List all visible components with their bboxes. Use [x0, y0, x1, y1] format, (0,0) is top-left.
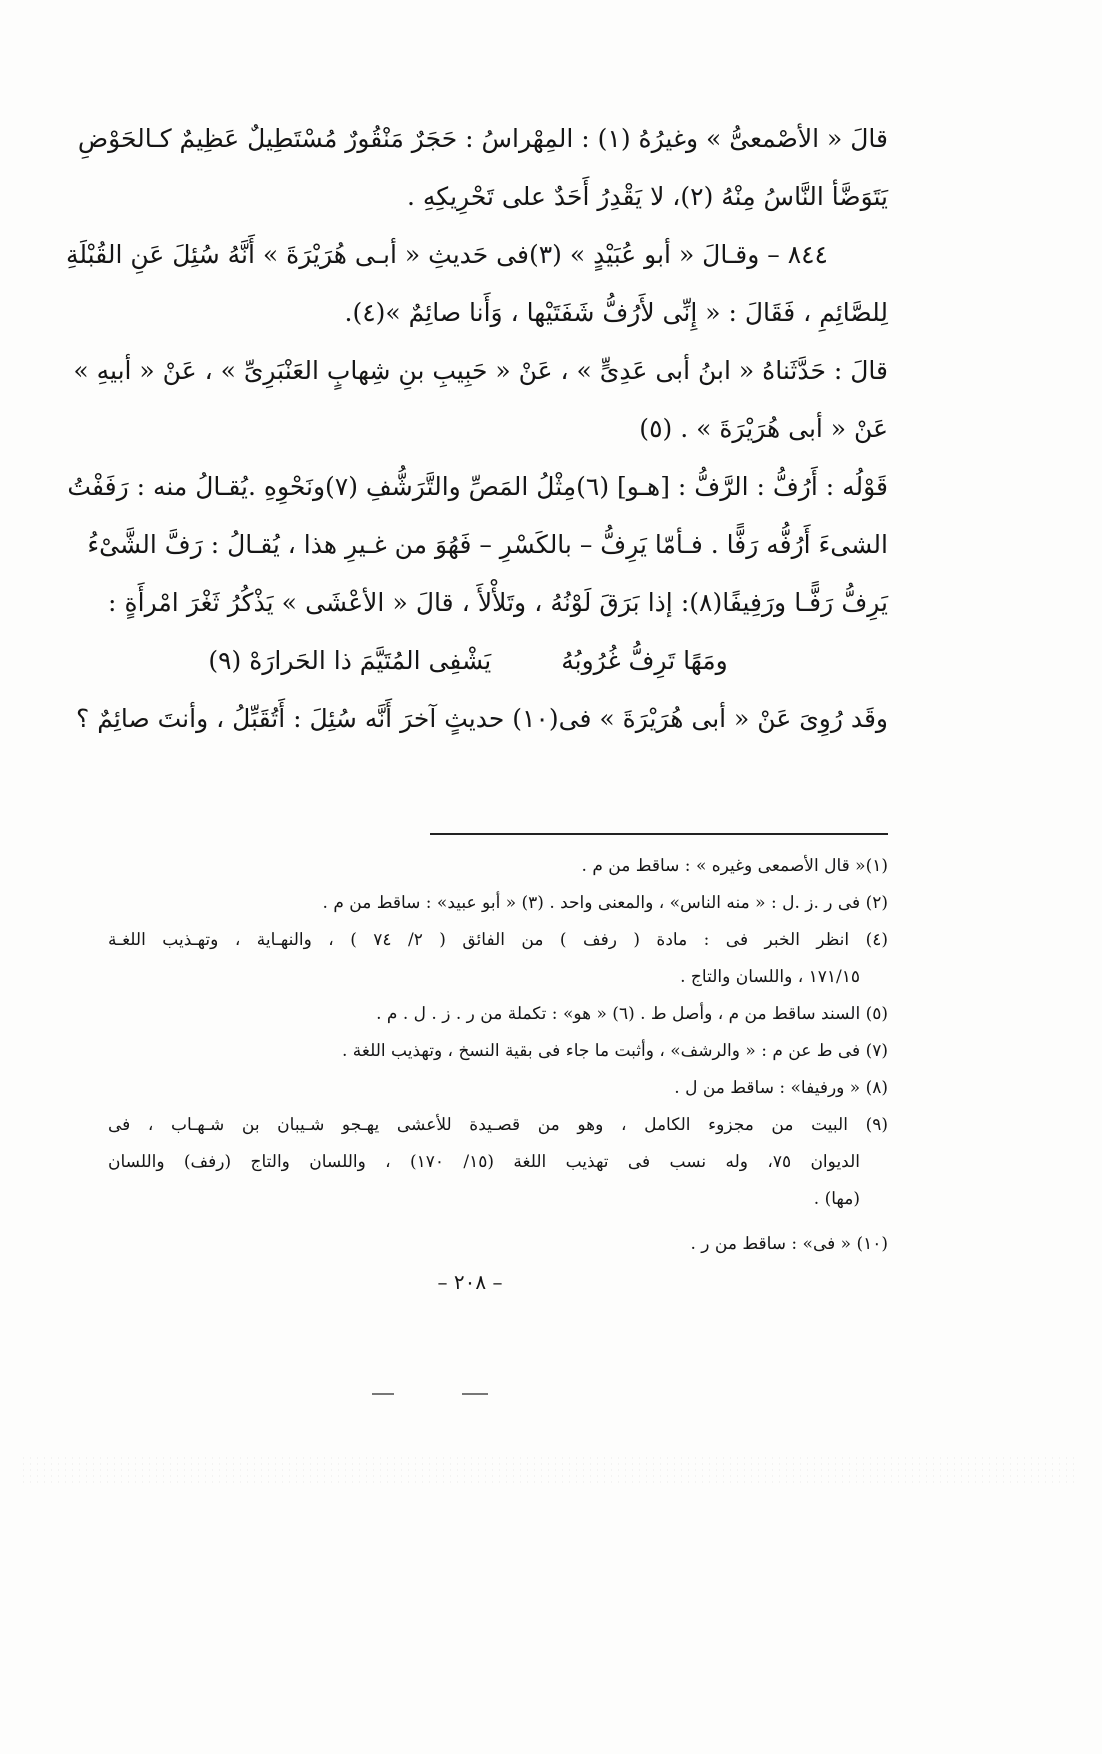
footnote-10: (١٠) « فى» : ساقط من ر . — [690, 1234, 888, 1254]
text-line: عَنْ « أبى هُرَيْرَةَ » . (٥) — [639, 414, 888, 443]
main-text-body — [65, 110, 888, 748]
footnote-4: (٤) انظر الخبر فى : مادة ( رفف ) من الفائق ( ٢/ ٧٤ ) ، والنهـاية ، وتهـذيب اللغـة — [108, 930, 888, 950]
footnotes — [108, 848, 888, 1263]
footnote-separator — [430, 833, 888, 835]
footnote-5-6: (٥) السند ساقط من م ، وأصل ط . (٦) « هو» : تكملة من ر . ز . ل . م . — [376, 1004, 888, 1024]
footnote-1: (١)« قال الأصمعى وغيره » : ساقط من م . — [581, 856, 888, 876]
scan-mark — [372, 1393, 394, 1395]
footnote-7: (٧) فى ط عن م : « والرشف» ، وأثبت ما جاء فى بقية النسخ ، وتهذيب اللغة . — [341, 1041, 888, 1061]
footnote-2-3: (٢) فى ر .ز .ل : « منه الناس» ، والمعنى واحد . (٣) « أبو عبيد» : ساقط من م . — [322, 893, 888, 913]
scan-noise-band — [20, 1455, 1080, 1485]
scan-mark — [462, 1393, 488, 1395]
text-line: وقَد رُوِىَ عَنْ « أبى هُرَيْرَةَ » فى(١٠) حديثٍ آخرَ أَنَّه سُئِلَ : أَتُقَبِّلُ ، وأنتَ صائِمٌ ؟ — [76, 704, 888, 733]
verse-hemistich-second: يَشْفِى المُتَيَّمَ ذا الحَرارَهْ (٩) — [208, 646, 492, 675]
text-line: يَتَوَضَّأ النَّاسُ مِنْهُ (٢)، لا يَقْدِرُ أَحَدٌ على تَحْرِيكِهِ . — [407, 182, 888, 211]
footnote-9: (٩) البيت من مجزوء الكامل ، وهو من قصـيدة للأعشى يهـجو شـيبان بن شـهـاب ، فى — [108, 1115, 888, 1135]
footnote-9-continued: الديوان ٧٥، وله نسب فى تهذيب اللغة (١٥/ ١٧٠) ، واللسان والتاج (رفف) واللسان — [108, 1152, 860, 1172]
page-number: – ٢٠٨ – — [437, 1270, 503, 1294]
text-line: قَوْلُه : أَرُفُّ : الرَّفُّ : [هـو] (٦)مِثْلُ المَصِّ والتَّرَشُّفِ (٧)ونَحْوِهِ .يُقـالُ منه : رَفَفْتُ — [67, 472, 888, 501]
text-line: لِلصَّائِمِ ، فَقَالَ : « إِنِّى لأَرُفُّ شَفَتَيْها ، وَأَنا صائِمٌ »(٤). — [344, 298, 888, 327]
text-line: قالَ « الأصْمعىُّ » وغيرُهُ (١) : المِهْراسُ : حَجَرٌ مَنْقُورٌ مُسْتَطِيلٌ عَظِيمٌ كـالحَوْضِ — [77, 124, 888, 153]
footnote-4-continued: ١٧١/١٥ ، واللسان والتاج . — [680, 967, 860, 987]
text-line: يَرِفُّ رَفًّـا ورَفِيفًا(٨): إذا بَرَقَ لَوْنُهُ ، وتَلأْلأَ ، قالَ « الأعْشَى » يَذْكُرُ ثَغْرَ امْرأَةٍ : — [108, 588, 888, 617]
entry-844-line: ٨٤٤ – وقـالَ « أبو عُبَيْدٍ » (٣)فى حَديثِ « أبـى هُرَيْرَةَ » أَنَّهُ سُئِلَ عَنِ القُبْلَةِ — [65, 240, 828, 269]
footnote-9-continued-end: (مها) . — [813, 1189, 860, 1209]
footnote-8: (٨) « ورفيفا» : ساقط من ل . — [674, 1078, 888, 1098]
poetry-verse — [108, 632, 888, 690]
text-line: قالَ : حَدَّثَناهُ « ابنُ أبى عَدِىٍّ » ، عَنْ « حَبِيبِ بنِ شِهابٍ العَنْبَرِىِّ » ، عَنْ « أبيهِ » — [73, 356, 888, 385]
verse-hemistich-first: ومَهًا تَرِفُّ غُرُوبُهُ — [561, 646, 728, 675]
text-line: الشىءَ أَرُفُّه رَفًّا . فـأمّا يَرِفُّ – بالكَسْرِ – فَهُوَ من غـيرِ هذا ، يُقـالُ : رَفَّ الشَّىْءُ — [87, 530, 888, 559]
